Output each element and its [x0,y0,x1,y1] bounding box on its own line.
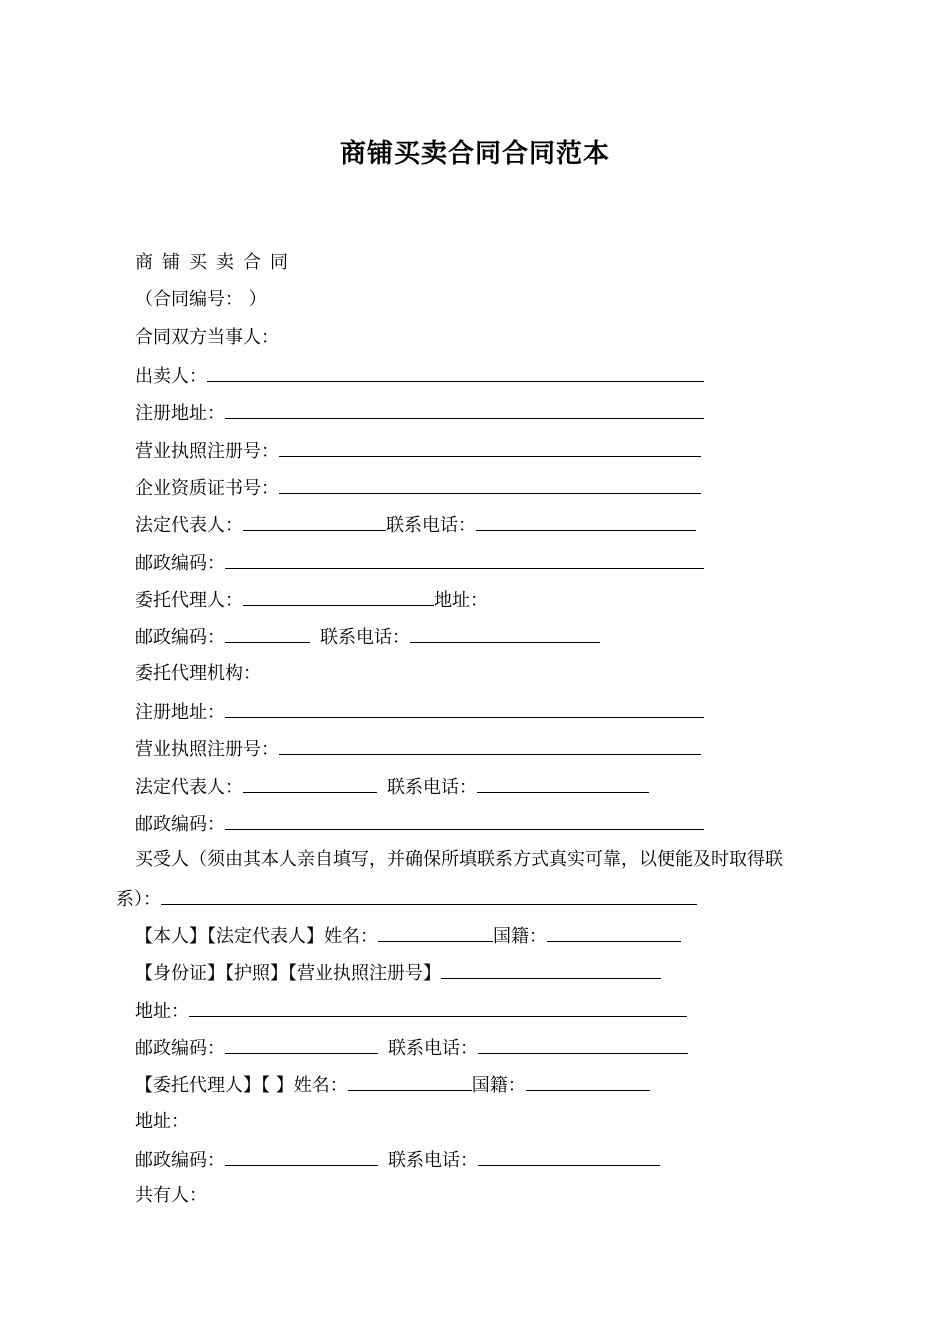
buyer-contact-row [135,1035,688,1061]
buyer-agent-row [135,1072,650,1098]
buyer-phone-field[interactable] [478,1035,688,1054]
agent-org-legal-rep-field[interactable] [243,774,377,793]
buyer-phone-label: 联系电话： [388,1038,478,1059]
co-owner-label: 共有人： [135,1185,207,1206]
agent-org-label: 委托代理机构： [135,663,261,684]
agent-org-postcode-label: 邮政编码： [135,814,225,835]
buyer-line-2-row [116,886,697,912]
seller-qualification-row [135,475,701,501]
agent-org-phone-label: 联系电话： [387,777,477,798]
document-title: 商铺买卖合同合同范本 [339,139,610,169]
seller-agent-postcode-label: 邮政编码： [135,627,225,648]
buyer-nationality-label: 国籍： [493,926,547,947]
agent-org-license-row [135,736,701,762]
seller-postcode-row [135,550,704,576]
seller-agent-field[interactable] [243,587,434,606]
buyer-postcode-label: 邮政编码： [135,1038,225,1059]
seller-reg-address-label: 注册地址： [135,403,225,424]
seller-agent-row [135,587,488,613]
agent-org-reg-address-label: 注册地址： [135,702,225,723]
buyer-nationality-field[interactable] [547,923,681,942]
buyer-field[interactable] [161,886,697,905]
buyer-id-label: 【身份证】【护照】【营业执照注册号】 [135,963,441,984]
buyer-postcode-field[interactable] [225,1035,378,1054]
seller-agent-address-label: 地址： [434,590,488,611]
seller-agent-phone-label: 联系电话： [320,627,410,648]
seller-qualification-field[interactable] [279,475,701,494]
seller-qualification-label: 企业资质证书号： [135,478,279,499]
seller-license-label: 营业执照注册号： [135,441,279,462]
buyer-agent-postcode-field[interactable] [225,1147,378,1166]
buyer-id-row [135,960,661,986]
seller-agent-phone-field[interactable] [410,624,600,643]
agent-org-license-label: 营业执照注册号： [135,739,279,760]
seller-legal-rep-label: 法定代表人： [135,515,243,536]
seller-phone-label: 联系电话： [386,515,476,536]
buyer-name-field[interactable] [378,923,493,942]
contract-number: （合同编号： ） [135,289,267,310]
seller-agent-contact-row [135,624,600,650]
seller-license-field[interactable] [279,438,701,457]
seller-license-row [135,438,701,464]
buyer-agent-address-label: 地址： [135,1111,189,1132]
buyer-agent-name-field[interactable] [348,1072,472,1091]
seller-postcode-field[interactable] [225,550,704,569]
buyer-id-field[interactable] [441,960,661,979]
buyer-address-label: 地址： [135,1001,189,1022]
buyer-agent-contact-row [135,1147,660,1173]
buyer-name-label: 【本人】【法定代表人】姓名： [135,926,378,947]
seller-agent-label: 委托代理人： [135,590,243,611]
buyer-line-1: 买受人（须由其本人亲自填写，并确保所填联系方式真实可靠，以便能及时取得联 [135,849,783,870]
agent-org-legal-rep-row [135,774,649,800]
agent-org-legal-rep-label: 法定代表人： [135,777,243,798]
buyer-agent-label: 【委托代理人】【 】姓名： [135,1075,348,1096]
seller-reg-address-row [135,400,704,426]
parties-label: 合同双方当事人： [135,327,279,348]
agent-org-reg-address-row [135,699,704,725]
seller-legal-rep-field[interactable] [243,512,386,531]
agent-org-reg-address-field[interactable] [225,699,704,718]
buyer-line-2: 系）： [116,889,161,910]
buyer-address-row [135,998,687,1024]
agent-org-phone-field[interactable] [477,774,649,793]
agent-org-license-field[interactable] [279,736,701,755]
buyer-agent-postcode-label: 邮政编码： [135,1150,225,1171]
agent-org-postcode-row [135,811,704,837]
seller-reg-address-field[interactable] [225,400,704,419]
buyer-address-field[interactable] [189,998,687,1017]
contract-heading: 商铺买卖合同 [135,252,297,273]
buyer-agent-nationality-label: 国籍： [471,1075,526,1096]
buyer-name-row [135,923,681,949]
buyer-agent-nationality-field[interactable] [526,1072,650,1091]
seller-phone-field[interactable] [476,512,696,531]
buyer-agent-phone-field[interactable] [478,1147,660,1166]
seller-label: 出卖人： [135,366,207,387]
seller-field[interactable] [207,363,704,382]
agent-org-postcode-field[interactable] [225,811,704,830]
seller-legal-rep-row [135,512,696,538]
buyer-agent-phone-label: 联系电话： [388,1150,478,1171]
seller-agent-postcode-field[interactable] [225,624,310,643]
seller-row [135,363,704,389]
seller-postcode-label: 邮政编码： [135,553,225,574]
